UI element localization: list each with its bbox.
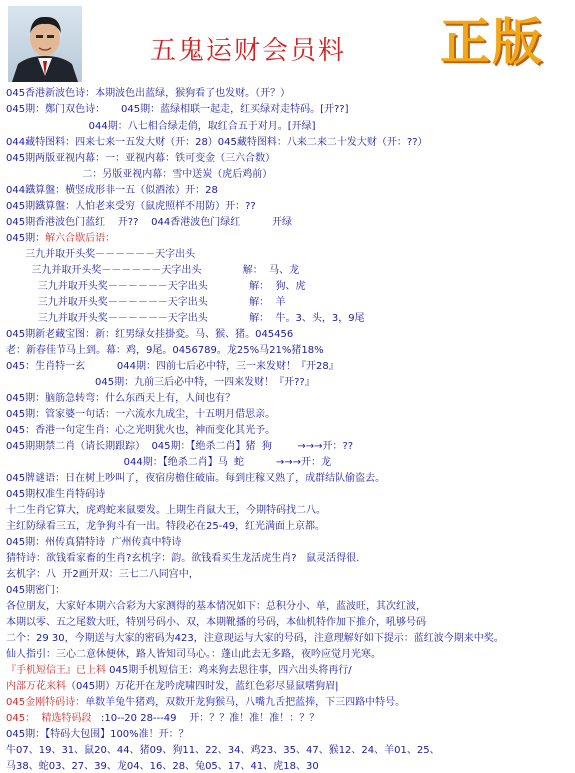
- text-line: [6, 120, 316, 133]
- text-line: [6, 616, 426, 629]
- text-segment: :10--20 28---49 开：？？准！准！准！：？？: [91, 713, 320, 724]
- text-line: [6, 472, 385, 485]
- text-segment: 解六合歇后语：: [45, 233, 116, 244]
- text-segment: 单数羊兔牛猪鸡，双数开龙狗猴马，八嘴九舌把蓝捧，下三四路中特号。: [85, 697, 406, 708]
- text-line: [6, 728, 189, 741]
- text-segment: 玄机字：八 开2画开双：三七二八同宫中，: [6, 569, 199, 580]
- text-segment: 045期密门：: [6, 585, 66, 596]
- text-line: [6, 488, 105, 501]
- text-segment: 045期手机短信王：鸡来狗去思往事，四六出头将再行/: [106, 665, 352, 676]
- text-line: [6, 600, 426, 613]
- authentic-stamp: 正版: [440, 12, 544, 71]
- text-line: [6, 328, 293, 341]
- text-line: [6, 392, 235, 405]
- text-segment: 二：另版亚视内幕：雪中送炭（虎后鸡前）: [6, 169, 273, 180]
- text-segment: 045期：脑筋急转弯：什么东西天上有，人间也有？: [6, 393, 236, 404]
- text-line: [6, 376, 315, 389]
- text-segment: 045期：: [6, 233, 46, 244]
- text-line: [6, 232, 115, 245]
- text-line: [6, 103, 349, 116]
- text-segment: 三九并取开头奖－－－－－－天字出头 解： 牛。3、头，3，9尾: [6, 313, 365, 324]
- text-line: [6, 296, 285, 309]
- page-title: 五鬼运财会员料: [150, 36, 347, 66]
- text-line: [6, 424, 275, 437]
- text-line: [6, 264, 299, 277]
- text-segment: 044期：【绝杀二肖】马 蛇 →→→开：龙: [6, 457, 331, 468]
- text-line: [6, 680, 338, 693]
- text-segment: 三九并取开头奖－－－－－－天字出头 解： 马、龙: [6, 265, 300, 276]
- text-segment: （045期）万花开在龙吟虎啸四时发，蓝红色彩尽显鼠嗜狗眉|: [66, 681, 339, 692]
- text-segment: 本期以零、五之尾数大旺，特别号码小、双，本期靴播的号码，本仙机特作加下推介，吼够号码: [6, 617, 426, 628]
- text-line: [6, 200, 256, 213]
- text-segment: 045期香港波色门蓝红 开?? 044香港波色门绿红 开绿: [6, 217, 293, 228]
- text-segment: 045期：【特码大包围】100%准！开：？: [6, 729, 189, 740]
- text-segment: 045期：鄭门双色诗： 045期：蓝绿相联一起走，红买绿对走特码。[开??]: [6, 104, 349, 115]
- text-line: [6, 584, 65, 597]
- text-line: [6, 536, 181, 549]
- text-line: [6, 136, 428, 149]
- text-segment: 045期权准生肖特码诗: [6, 489, 106, 500]
- text-line: [6, 344, 324, 357]
- text-segment: 045期：九前三后必中特，一四来发财！『开??』: [6, 377, 315, 388]
- text-line: [6, 312, 365, 325]
- text-segment: 十二生肖它算大，虎鸡蛇来鼠要发。上期生肖鼠大王，今期特码找二八。: [6, 505, 326, 516]
- text-line: [6, 440, 353, 453]
- text-segment: 内部万花来料: [6, 681, 66, 692]
- text-segment: 主红防绿看三五，龙争狗斗有一出。特段必在25-49，红光满面上京都。: [6, 521, 326, 532]
- text-segment: 二个：29 30，今期送与大家的密码为423，注意现运与大家的号码，注意理解好如下提示：蓝红波今期来中奖。: [6, 633, 504, 644]
- text-segment: 045期：管家婆一句话：一六流水九成尘，十五明月借思亲。: [6, 409, 276, 420]
- text-segment: 猜特诗：欲钱看家畜的生肖?玄机字：韵。欲钱看买生龙活虎生肖? 鼠灵活得很.: [6, 553, 360, 564]
- text-line: [6, 504, 326, 517]
- text-line: [6, 152, 275, 165]
- text-line: [6, 184, 218, 197]
- text-line: [6, 168, 272, 181]
- text-line: [6, 408, 275, 421]
- text-segment: 045期期禁二肖（请长期跟踪） 045期：【绝杀二肖】猪 狗 →→→开：??: [6, 441, 354, 452]
- text-line: [6, 520, 325, 533]
- text-segment: 马38、蛇03、27、39、龙04、16、28、兔05、17、41、虎18、30: [6, 761, 319, 772]
- text-segment: 044藏特图料：四来七来一五发大财（开：28）045藏特图料：八来二来二十发大财（开：??）: [6, 137, 428, 148]
- text-line: [6, 648, 381, 661]
- profile-photo: [8, 6, 82, 82]
- text-segment: 045期新老藏宝图：新：红男绿女挂掛変。马、猴、猪。045456: [6, 329, 294, 340]
- text-segment: 仙人指引：三心二意休便休，路人皆知司马心。：蓬山此去无多路，夜吟应觉月光寒。: [6, 649, 381, 660]
- text-line: [6, 248, 195, 261]
- text-line: [6, 552, 359, 565]
- text-line: [6, 568, 199, 581]
- text-segment: 045：香港一句定生肖：心之光明犹火也，神而变化其光予。: [6, 425, 276, 436]
- text-segment: 045： 精选特码段: [6, 713, 92, 724]
- text-segment: 045金刚特码诗：: [6, 697, 86, 708]
- text-segment: 牛07、19、31、鼠20、44、猪09、狗11、22、34、鸡23、35、47、猴12、24、羊01、25、: [6, 745, 440, 756]
- text-segment: 045期鐡算盤：人怕老来受穷（鼠虎照样不用防）开：??: [6, 201, 256, 212]
- text-line: [6, 632, 504, 645]
- text-line: [6, 696, 405, 709]
- text-segment: 老：新春佳节马上到。幕：鸡，9尾。0456789。龙25%马21%猪18%: [6, 345, 324, 356]
- text-segment: 三九并取开头奖－－－－－－天字出头 解： 狗、虎: [6, 281, 306, 292]
- text-segment: 044期：八七相合绿走俏，取红合五于对月。[开绿]: [6, 121, 316, 132]
- text-segment: 045：生肖特一玄 044期：四前七后必中特，三一来发财！『开28』: [6, 361, 339, 372]
- text-segment: 045牌谜语：日在树上吵叫了，夜宿房檐住破庙。每到庄稼又熟了，成群结队偷盗去。: [6, 473, 386, 484]
- text-line: [6, 744, 440, 757]
- text-line: [6, 712, 319, 725]
- text-line: [6, 87, 290, 100]
- text-segment: 045期两版亚视内幕：一：亚视内幕：铁可变金（三六合数）: [6, 153, 276, 164]
- text-line: [6, 216, 292, 229]
- text-line: [6, 280, 305, 293]
- text-line: [6, 360, 339, 373]
- text-line: [6, 456, 331, 469]
- text-segment: 045期：州传真猜特诗 广州传真中特诗: [6, 537, 182, 548]
- text-segment: 三九并取开头奖－－－－－－天字出头 解： 羊: [6, 297, 286, 308]
- text-segment: 各位朋友，大家好本期六合彩为大家测得的基本情况如下：总积分小、单，蓝波旺，其次红波，: [6, 601, 426, 612]
- text-segment: 『手机短信王』已上料: [6, 665, 106, 676]
- text-line: [6, 760, 319, 773]
- text-line: [6, 664, 352, 677]
- text-segment: 045香港新波色诗：本期波色出蓝绿，猴狗看了也发财。（开？）: [6, 88, 291, 99]
- text-segment: 044鐡算盤：横竖成形非一五（似酒浓）开：28: [6, 185, 218, 196]
- text-segment: 三九并取开头奖－－－－－－天字出头: [6, 249, 196, 260]
